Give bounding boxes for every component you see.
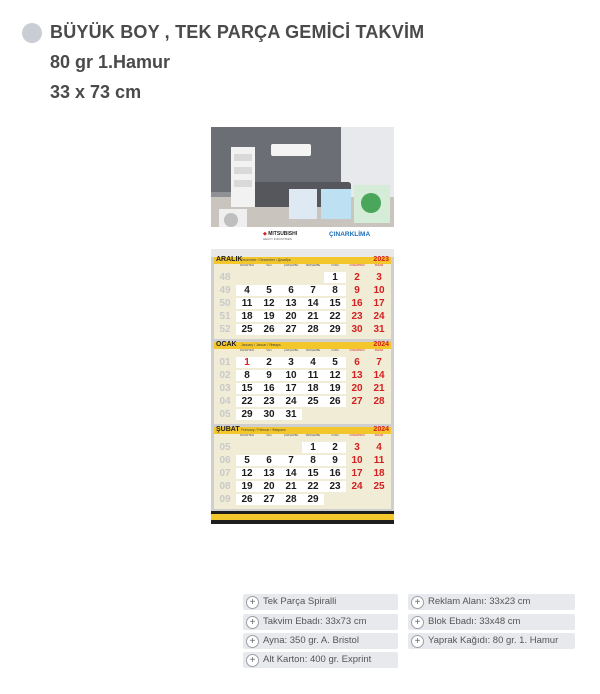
week-number: 06 [219,455,231,466]
day-cell: 20 [258,481,280,492]
day-header: CUMA [331,349,339,352]
day-cell: 9 [258,370,280,381]
day-cell: 7 [302,285,324,296]
day-cell: 16 [351,298,363,309]
day-cell: 15 [324,298,346,309]
day-cell: 21 [302,311,324,322]
feature-text: Alt Karton: 400 gr. Exprint [263,654,372,665]
week-number: 04 [219,396,231,407]
day-cell: 6 [280,285,302,296]
month-subtitle: December / Dezember / Декабрь [241,258,292,262]
day-cell: 5 [324,357,346,368]
day-cell: 1 [236,357,258,368]
day-cell: 30 [351,324,363,335]
calendar-image [211,127,394,524]
day-cell: 27 [258,494,280,505]
feature-text: Blok Ebadı: 33x48 cm [428,616,521,627]
day-cell: 26 [236,494,258,505]
day-header: CUMARTESİ [349,349,365,352]
month-year: 2024 [373,341,389,348]
day-header: CUMA [331,434,339,437]
day-cell: 24 [351,481,363,492]
feature-item [408,633,575,649]
day-cell: 4 [376,442,382,453]
day-header: SALI [266,349,272,352]
day-cell: 23 [258,396,280,407]
day-cell: 19 [324,383,346,394]
day-cell: 14 [302,298,324,309]
day-cell: 15 [236,383,258,394]
week-number: 09 [219,494,231,505]
day-cell: 1 [302,442,324,453]
day-cell: 25 [302,396,324,407]
day-cell: 25 [373,481,385,492]
day-cell: 2 [324,442,346,453]
feature-text: Takvim Ebadı: 33x73 cm [263,616,367,627]
day-header: PAZAR [374,264,384,267]
day-cell: 21 [373,383,385,394]
week-number: 01 [219,357,231,368]
day-cell: 18 [236,311,258,322]
month-year: 2023 [373,256,389,263]
month-year: 2024 [373,426,389,433]
day-cell: 10 [280,370,302,381]
day-cell: 3 [354,442,360,453]
day-cell: 28 [302,324,324,335]
day-header: PAZARTESİ [239,434,255,437]
week-number: 03 [219,383,231,394]
day-grid [214,269,391,339]
plus-icon: + [411,616,424,629]
day-cell: 24 [280,396,302,407]
day-header: PAZARTESİ [239,349,255,352]
day-cell: 22 [324,311,346,322]
plus-icon: + [246,635,259,648]
day-header: PAZAR [374,434,384,437]
day-cell: 13 [258,468,280,479]
day-cell: 5 [236,455,258,466]
day-cell: 9 [324,455,346,466]
feature-item [243,633,398,649]
day-cell: 17 [373,298,385,309]
day-cell: 13 [280,298,302,309]
month-subtitle: January / Januar / Январь [241,343,281,347]
week-number: 49 [219,285,231,296]
month-header [214,257,391,264]
day-cell: 20 [351,383,363,394]
week-number: 05 [219,442,231,453]
month-subtitle: February / Februar / Февраль [241,428,286,432]
day-cell: 12 [236,468,258,479]
product-title: BÜYÜK BOY , TEK PARÇA GEMİCİ TAKVİM [50,22,425,42]
calendar-bottom-stripe [211,514,394,520]
day-cell: 11 [236,298,258,309]
day-cell: 13 [351,370,363,381]
day-cell: 8 [302,455,324,466]
day-cell: 30 [258,409,280,420]
day-cell: 29 [324,324,346,335]
day-header: ÇARŞAMBA [283,434,299,437]
day-cell: 17 [280,383,302,394]
day-cell: 31 [373,324,385,335]
day-cell: 21 [280,481,302,492]
day-header: SALI [266,434,272,437]
day-cell: 11 [302,370,324,381]
day-header: CUMA [331,264,339,267]
day-header: ÇARŞAMBA [283,264,299,267]
day-grid [214,439,391,509]
month-block [214,257,391,339]
week-number: 07 [219,468,231,479]
day-cell: 7 [376,357,382,368]
week-number: 50 [219,298,231,309]
day-cell: 19 [258,311,280,322]
product-size: 33 x 73 cm [50,82,142,102]
plus-icon: + [411,596,424,609]
day-cell: 24 [373,311,385,322]
day-cell: 22 [302,481,324,492]
day-cell: 4 [302,357,324,368]
feature-item [243,614,398,630]
day-cell: 3 [376,272,382,283]
feature-text: Ayna: 350 gr. A. Bristol [263,635,359,646]
day-cell: 23 [351,311,363,322]
feature-text: Yaprak Kağıdı: 80 gr. 1. Hamur [428,635,559,646]
day-cell: 10 [373,285,385,296]
day-cell: 29 [236,409,258,420]
plus-icon: + [246,654,259,667]
day-cell: 12 [324,370,346,381]
day-cell: 5 [258,285,280,296]
day-cell: 19 [236,481,258,492]
day-cell: 4 [236,285,258,296]
week-number: 08 [219,481,231,492]
month-name: ŞUBAT [216,426,240,433]
day-cell: 28 [280,494,302,505]
day-cell: 6 [354,357,360,368]
month-block [214,427,391,509]
month-header [214,427,391,434]
month-name: OCAK [216,341,237,348]
week-number: 02 [219,370,231,381]
day-cell: 9 [354,285,360,296]
day-cell: 11 [373,455,385,466]
plus-icon: + [411,635,424,648]
day-header: CUMARTESİ [349,434,365,437]
month-header [214,342,391,349]
feature-item [243,594,398,610]
day-cell: 8 [236,370,258,381]
day-cell: 18 [302,383,324,394]
day-header: PERŞEMBE [305,264,321,267]
day-cell: 16 [324,468,346,479]
day-cell: 17 [351,468,363,479]
day-header: SALI [266,264,272,267]
plus-icon: + [246,616,259,629]
day-cell: 16 [258,383,280,394]
day-header: ÇARŞAMBA [283,349,299,352]
day-cell: 10 [351,455,363,466]
day-cell: 29 [302,494,324,505]
day-cell: 8 [324,285,346,296]
feature-item [408,594,575,610]
day-cell: 27 [351,396,363,407]
day-cell: 2 [354,272,360,283]
day-cell: 14 [373,370,385,381]
plus-icon: + [246,596,259,609]
week-number: 51 [219,311,231,322]
day-header: PERŞEMBE [305,434,321,437]
feature-text: Reklam Alanı: 33x23 cm [428,596,531,607]
day-header: PAZAR [374,349,384,352]
day-cell: 12 [258,298,280,309]
day-cell: 22 [236,396,258,407]
week-number: 48 [219,272,231,283]
day-cell: 20 [280,311,302,322]
feature-item [408,614,575,630]
heading-bullet [22,23,42,43]
day-cell: 23 [324,481,346,492]
day-cell: 2 [258,357,280,368]
cinarklima-logo: ÇINARKLİMA [329,231,371,238]
week-number: 52 [219,324,231,335]
month-block [214,342,391,424]
feature-text: Tek Parça Spiralli [263,596,337,607]
day-cell: 7 [280,455,302,466]
feature-item [243,652,398,668]
day-header: PAZARTESİ [239,264,255,267]
day-cell: 14 [280,468,302,479]
day-cell: 3 [280,357,302,368]
day-cell: 15 [302,468,324,479]
day-grid [214,354,391,424]
day-cell: 25 [236,324,258,335]
product-paper: 80 gr 1.Hamur [50,52,171,72]
day-cell: 27 [280,324,302,335]
day-cell: 26 [258,324,280,335]
week-number: 05 [219,409,231,420]
day-cell: 26 [324,396,346,407]
advert-photo [211,127,394,249]
day-cell: 28 [373,396,385,407]
month-name: ARALIK [216,256,243,263]
day-cell: 6 [258,455,280,466]
day-cell: 31 [280,409,302,420]
mitsubishi-logo: ◆ MITSUBISHI HEAVY INDUSTRIES [263,231,298,241]
day-header: CUMARTESİ [349,264,365,267]
day-cell: 1 [324,272,346,283]
day-header: PERŞEMBE [305,349,321,352]
day-cell: 18 [373,468,385,479]
